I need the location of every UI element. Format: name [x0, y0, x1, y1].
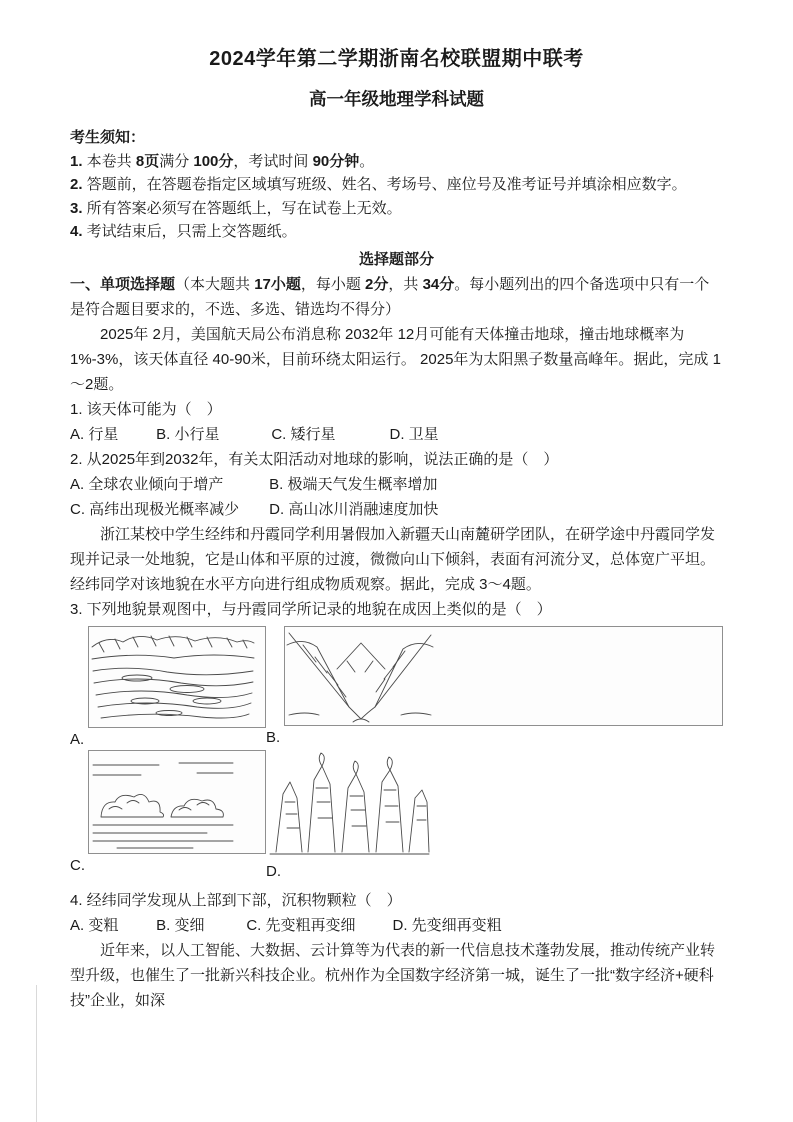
notice-item-3: 3. 所有答案必须写在答题纸上，写在试卷上无效。	[70, 199, 402, 217]
exam-title: 2024学年第二学期浙南名校联盟期中联考	[209, 48, 584, 70]
landform-image-a	[88, 626, 266, 728]
option-q2-d: D. 高山冰川消融速度加快	[269, 500, 439, 518]
landform-image-b	[284, 626, 723, 726]
passage-1: 2025年 2月，美国航天局公布消息称 2032年 12月可能有天体撞击地球，撞击地球概率为 1%-3%，该天体直径 40-90米，目前环绕太阳运行。 2025年为太阳黑子数量高峰年。据此，完成 1～2题。	[70, 325, 721, 393]
option-q4-b: B. 变细	[156, 916, 205, 934]
option-q1-d: D. 卫星	[389, 425, 439, 443]
candidate-notice	[70, 126, 723, 244]
option-q1-a: A. 行星	[70, 425, 119, 443]
page-edge-line	[36, 985, 37, 1122]
landform-image-grid	[70, 626, 723, 882]
question-3-stem: 3. 下列地貌景观图中，与丹霞同学所记录的地貌在成因上类似的是（ ）	[70, 600, 552, 618]
landform-label-b: B.	[266, 728, 281, 746]
landform-image-d	[266, 750, 723, 860]
option-q4-a: A. 变粗	[70, 916, 119, 934]
landform-image-c	[88, 750, 266, 854]
question-1-options	[70, 422, 723, 447]
option-q4-c: C. 先变粗再变细	[246, 916, 356, 934]
option-q1-c: C. 矮行星	[271, 425, 336, 443]
alluvial-fan-sketch-icon	[89, 627, 257, 727]
stone-forest-sketch-icon	[266, 750, 433, 860]
question-4-stem: 4. 经纬同学发现从上部到下部，沉积物颗粒（ ）	[70, 891, 402, 909]
notice-item-4: 4. 考试结束后，只需上交答题纸。	[70, 223, 297, 240]
landform-figure-b	[266, 626, 723, 750]
option-q4-d: D. 先变细再变粗	[392, 916, 502, 934]
notice-item-1: 1. 本卷共 8页满分 100分，考试时间 90分钟。	[70, 152, 375, 170]
passage-2: 浙江某校中学生经纬和丹霞同学利用暑假加入新疆天山南麓研学团队，在研学途中丹霞同学发现并记录一处地貌，它是山体和平原的过渡，微微向山下倾斜，表面有河流分叉，总体宽广平坦。经纬同学对该地貌在水平方向进行组成物质观察。据此，完成 3～4题。	[70, 525, 716, 593]
landform-label-d: D.	[266, 862, 281, 880]
exam-subtitle: 高一年级地理学科试题	[309, 89, 484, 109]
question-1-stem: 1. 该天体可能为（ ）	[70, 400, 222, 418]
section-part-title: 选择题部分	[358, 250, 434, 268]
landform-figure-d	[266, 750, 723, 882]
question-2-options-row-1	[70, 472, 723, 497]
question-2-options-row-2	[70, 497, 723, 522]
notice-item-2: 2. 答题前，在答题卷指定区域填写班级、姓名、考场号、座位号及准考证号并填涂相应数字。	[70, 176, 687, 193]
option-q2-a: A. 全球农业倾向于增产	[70, 475, 224, 493]
eroded-rocks-sketch-icon	[89, 751, 237, 853]
landform-label-c: C.	[70, 856, 85, 874]
option-q1-b: B. 小行星	[156, 425, 220, 443]
question-2-stem: 2. 从2025年到2032年，有关太阳活动对地球的影响，说法正确的是（ ）	[70, 450, 559, 468]
option-q2-b: B. 极端天气发生概率增加	[269, 475, 438, 493]
landform-label-a: A.	[70, 730, 85, 748]
option-q2-c: C. 高纬出现极光概率减少	[70, 500, 240, 518]
question-4-options	[70, 913, 723, 938]
question-block-header: 一、单项选择题（本大题共 17小题，每小题 2分，共 34分。每小题列出的四个备选项中只有一个是符合题目要求的，不选、多选、错选均不得分）	[70, 275, 710, 318]
landform-figure-c	[70, 750, 266, 882]
notice-heading: 考生须知：	[70, 129, 146, 146]
landform-figure-a	[70, 626, 266, 750]
valley-sketch-icon	[285, 627, 435, 725]
passage-3: 近年来，以人工智能、大数据、云计算等为代表的新一代信息技术蓬勃发展，推动传统产业转型升级，也催生了一批新兴科技企业。杭州作为全国数字经济第一城，诞生了一批“数字经济+硬科技”企业，如深	[70, 941, 716, 1009]
